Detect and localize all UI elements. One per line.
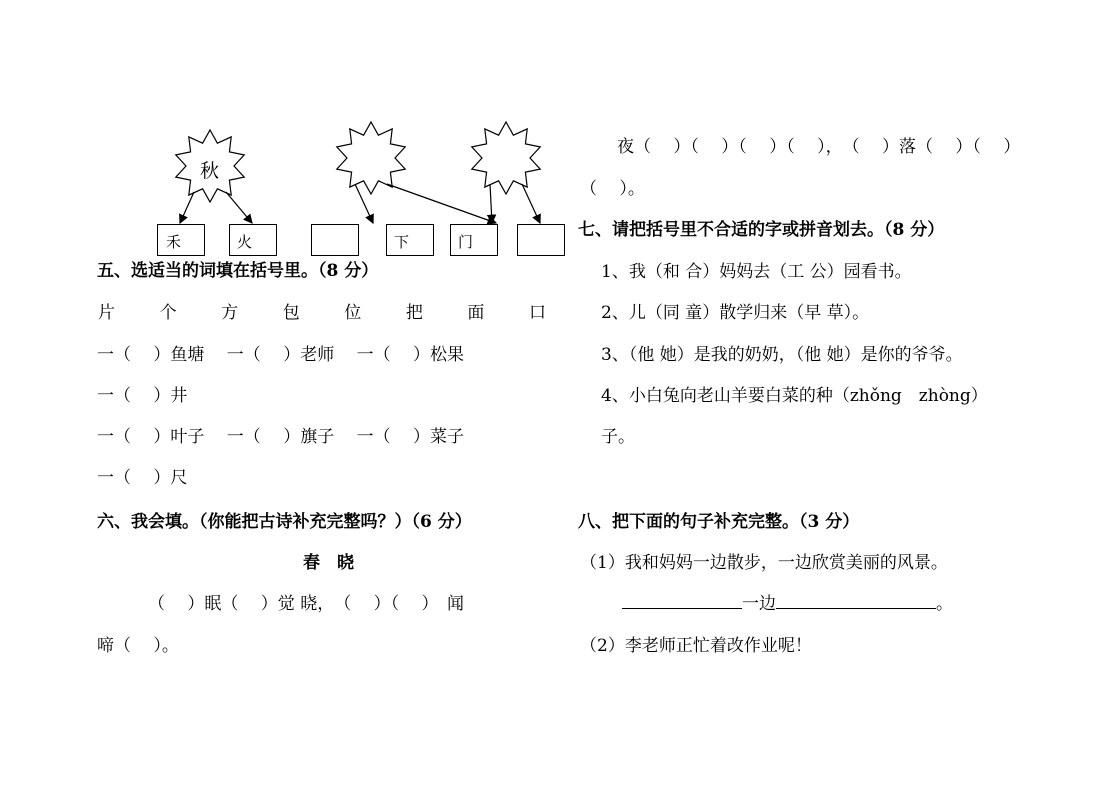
word-choice: 位	[344, 303, 362, 323]
answer-box-3	[311, 224, 359, 256]
fill-blank-1[interactable]	[622, 592, 742, 609]
word-choice: 面	[467, 303, 485, 323]
section5-line4: 一（ ）尺	[97, 468, 188, 488]
fill-blank-2[interactable]	[776, 592, 936, 609]
section8-title: 八、把下面的句子补充完整。（3 分）	[578, 512, 860, 532]
section7-item4: 4、小白兔向老山羊要白菜的种（zhǒng zhòng）	[601, 386, 988, 406]
section7-title: 七、请把括号里不合适的字或拼音划去。（8 分）	[578, 220, 945, 240]
blank-end: 。	[936, 594, 953, 614]
arrow-line	[387, 184, 496, 223]
section5-title: 五、选适当的词填在括号里。（8 分）	[97, 261, 379, 281]
arrow-line	[226, 192, 252, 223]
right-top-line2: （ ）。	[580, 179, 645, 199]
word-choice: 个	[159, 303, 177, 323]
right-top-line1: 夜（ ）（ ）（ ）（ ）， （ ）落（ ）（ ）	[617, 137, 1021, 157]
word-choice: 把	[405, 303, 423, 323]
section5-line1: 一（ ）鱼塘 一（ ）老师 一（ ）松果	[97, 345, 465, 365]
poem-line2: 啼（ ）。	[97, 636, 179, 656]
section8-item1: （1）我和妈妈一边散步，一边欣赏美丽的风景。	[580, 553, 948, 573]
section7-item4-cont: 子。	[601, 427, 635, 447]
section6-title: 六、我会填。（你能把古诗补充完整吗？）（6 分）	[97, 512, 472, 532]
answer-box-6	[517, 224, 565, 256]
star-burst-shape	[472, 122, 540, 194]
word-choice: 包	[282, 303, 300, 323]
box-char-1: 禾	[166, 233, 182, 251]
section7-item1: 1、我（和 合）妈妈去（工 公）园看书。	[601, 262, 912, 282]
star-burst-shape	[337, 122, 405, 194]
arrow-line	[490, 184, 492, 223]
star-char-1: 秋	[200, 160, 220, 182]
poem-line1: （ ）眠（ ）觉 晓， （ ）（ ） 闻	[148, 594, 465, 614]
poem-title: 春 晓	[303, 553, 354, 573]
section5-line3: 一（ ）叶子 一（ ）旗子 一（ ）菜子	[97, 427, 465, 447]
section8-item1-blanks	[622, 589, 953, 614]
section7-item2: 2、儿（同 童）散学归来（早 草）。	[601, 303, 870, 323]
section5-line2: 一（ ）井	[97, 386, 188, 406]
word-choice-row	[98, 298, 546, 323]
box-char-4: 下	[394, 233, 410, 251]
blank-connector: 一边	[742, 594, 776, 614]
section8-item2: （2）李老师正忙着改作业呢！	[580, 636, 812, 656]
box-char-2: 火	[237, 233, 253, 251]
box-char-5: 门	[458, 233, 474, 251]
arrow-line	[180, 192, 194, 223]
section7-item3: 3、（他 她）是我的奶奶，（他 她）是你的爷爷。	[601, 345, 963, 365]
word-choice: 口	[528, 303, 546, 323]
arrow-line	[522, 184, 540, 223]
word-choice: 方	[221, 303, 239, 323]
word-choice: 片	[98, 303, 115, 323]
